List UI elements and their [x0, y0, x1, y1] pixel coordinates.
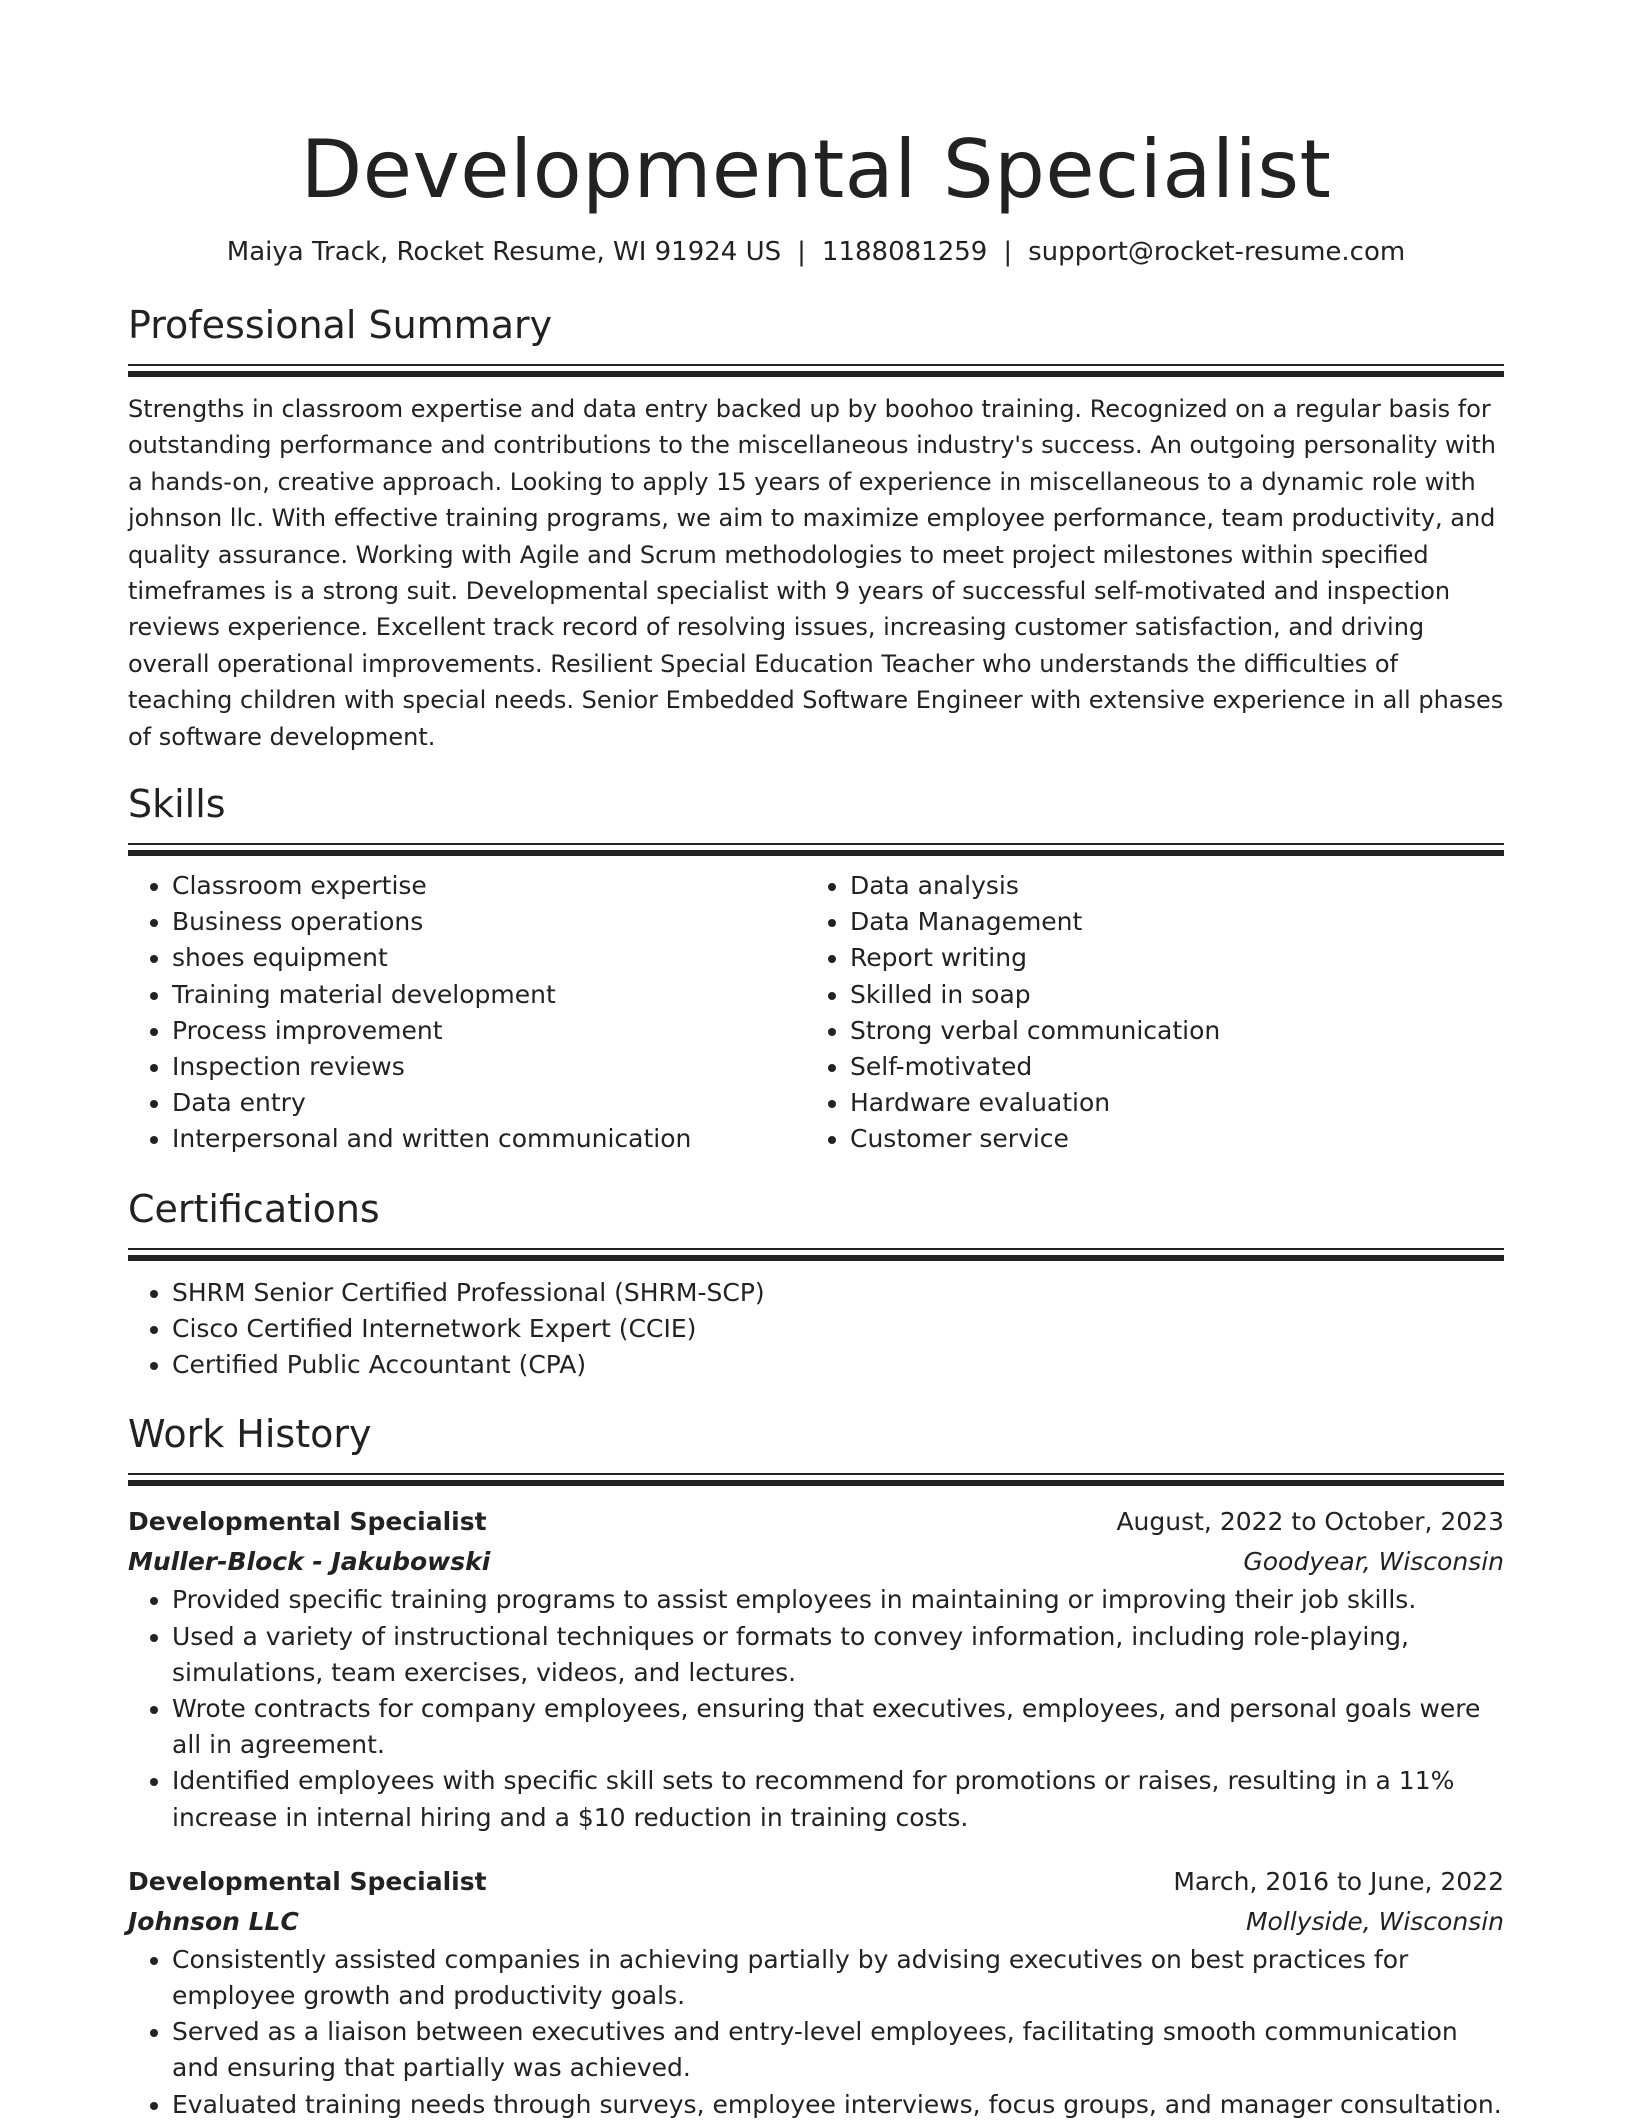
- skill-item: • Skilled in soap: [850, 977, 1484, 1013]
- job-company: Muller-Block - Jakubowski: [128, 1547, 491, 1577]
- skill-item: • Customer service: [850, 1121, 1484, 1157]
- skill-item: • Data entry: [172, 1085, 806, 1121]
- job-subheader: [128, 1542, 1504, 1582]
- work-history-section: [128, 1409, 1504, 2122]
- job-dates: August, 2022 to October, 2023: [1116, 1507, 1504, 1537]
- job-location: Mollyside, Wisconsin: [1245, 1906, 1504, 1936]
- contact-line: [128, 234, 1504, 270]
- certifications-section: [128, 1184, 1504, 1384]
- resume-page: [128, 0, 1504, 2123]
- skill-item: • Training material development: [172, 977, 806, 1013]
- certification-item: • Certified Public Accountant (CPA): [172, 1347, 1504, 1383]
- job-title: Developmental Specialist: [128, 1866, 487, 1896]
- job-bullet: • Provided specific training programs to assist employees in maintaining or improving their job skills.: [172, 1582, 1504, 1618]
- section-title-summary: Professional Summary: [128, 303, 553, 347]
- skill-item: • Self-motivated: [850, 1049, 1484, 1085]
- job-header: [128, 1502, 1504, 1542]
- skill-item: • Classroom expertise: [172, 868, 806, 904]
- skill-item: • Business operations: [172, 904, 806, 940]
- job-bullet: • Consistently assisted companies in achieving partially by advising executives on best practices for employee growth and productivity goals.: [172, 1942, 1504, 2014]
- certification-item: • SHRM Senior Certified Professional (SHRM-SCP): [172, 1275, 1504, 1311]
- job-bullet: • Evaluated training needs through surveys, employee interviews, focus groups, and manager consultation.: [172, 2087, 1504, 2123]
- candidate-name: Developmental Specialist: [300, 123, 1332, 216]
- section-title-skills: Skills: [128, 782, 226, 827]
- certification-item: • Cisco Certified Internetwork Expert (CCIE): [172, 1311, 1504, 1347]
- job-bullet: • Identified employees with specific skill sets to recommend for promotions or raises, resulting in a 11% increase in internal hiring and a $10 reduction in training costs.: [172, 1763, 1504, 1835]
- skill-item: • shoes equipment: [172, 940, 806, 976]
- skills-column-right: [806, 868, 1484, 1158]
- summary-section: [128, 300, 1504, 755]
- contact-address: Maiya Track, Rocket Resume, WI 91924 US: [226, 237, 782, 267]
- skills-section: [128, 779, 1504, 1158]
- section-divider-thick: [128, 850, 1504, 856]
- section-title-work-history: Work History: [128, 1412, 372, 1457]
- contact-separator: |: [1003, 237, 1013, 267]
- job-bullets: [128, 1942, 1504, 2123]
- job-bullet: • Wrote contracts for company employees, ensuring that executives, employees, and personal goals were all in agreement.: [172, 1691, 1504, 1763]
- skill-item: • Hardware evaluation: [850, 1085, 1484, 1121]
- job-entry: [128, 1862, 1504, 2123]
- section-divider-thin: [128, 364, 1504, 366]
- skill-item: • Process improvement: [172, 1013, 806, 1049]
- job-bullets: [128, 1582, 1504, 1835]
- skill-item: • Strong verbal communication: [850, 1013, 1484, 1049]
- contact-separator: |: [797, 237, 806, 267]
- job-bullet: • Served as a liaison between executives and entry-level employees, facilitating smooth communication and ensuring that partially was achieved.: [172, 2014, 1504, 2086]
- job-dates: March, 2016 to June, 2022: [1173, 1866, 1504, 1896]
- skill-item: • Data analysis: [850, 868, 1484, 904]
- job-subheader: [128, 1902, 1504, 1942]
- skill-item: • Report writing: [850, 940, 1484, 976]
- skills-columns: [128, 868, 1504, 1158]
- job-header: [128, 1862, 1504, 1902]
- skill-item: • Interpersonal and written communication: [172, 1121, 806, 1157]
- section-divider-thick: [128, 1255, 1504, 1261]
- job-bullet: • Used a variety of instructional techniques or formats to convey information, including role-playing, simulations, team exercises, videos, and lectures.: [172, 1619, 1504, 1691]
- skill-item: • Inspection reviews: [172, 1049, 806, 1085]
- job-title: Developmental Specialist: [128, 1507, 487, 1537]
- section-divider-thick: [128, 371, 1504, 377]
- contact-phone: 1188081259: [821, 237, 988, 267]
- section-divider-thick: [128, 1480, 1504, 1486]
- section-divider-thin: [128, 1473, 1504, 1475]
- job-location: Goodyear, Wisconsin: [1243, 1547, 1504, 1577]
- job-entry: [128, 1502, 1504, 1835]
- section-title-certifications: Certifications: [128, 1186, 380, 1231]
- section-divider-thin: [128, 1248, 1504, 1250]
- job-company: Johnson LLC: [128, 1906, 299, 1936]
- section-divider-thin: [128, 843, 1504, 845]
- skill-item: • Data Management: [850, 904, 1484, 940]
- summary-text: Strengths in classroom expertise and data entry backed up by boohoo training. Recognized on a regular basis for outstanding performance and contributions to the miscellaneous industry's success. An outgoing personality with a hands-on, creative approach. Looking to apply 15 years of experience in miscellaneous to a dynamic role with johnson llc. With effective training programs, we aim to maximize employee performance, team productivity, and quality assurance. Working with Agile and Scrum methodologies to meet project milestones within specified timeframes is a strong suit. Developmental specialist with 9 years of successful self-motivated and inspection reviews experience. Excellent track record of resolving issues, increasing customer satisfaction, and driving overall operational improvements. Resilient Special Education Teacher who understands the difficulties of teaching children with special needs. Senior Embedded Software Engineer with extensive experience in all phases of software development.: [128, 395, 1504, 751]
- skills-column-left: [128, 868, 806, 1158]
- contact-email[interactable]: support@rocket-resume.com: [1028, 237, 1406, 267]
